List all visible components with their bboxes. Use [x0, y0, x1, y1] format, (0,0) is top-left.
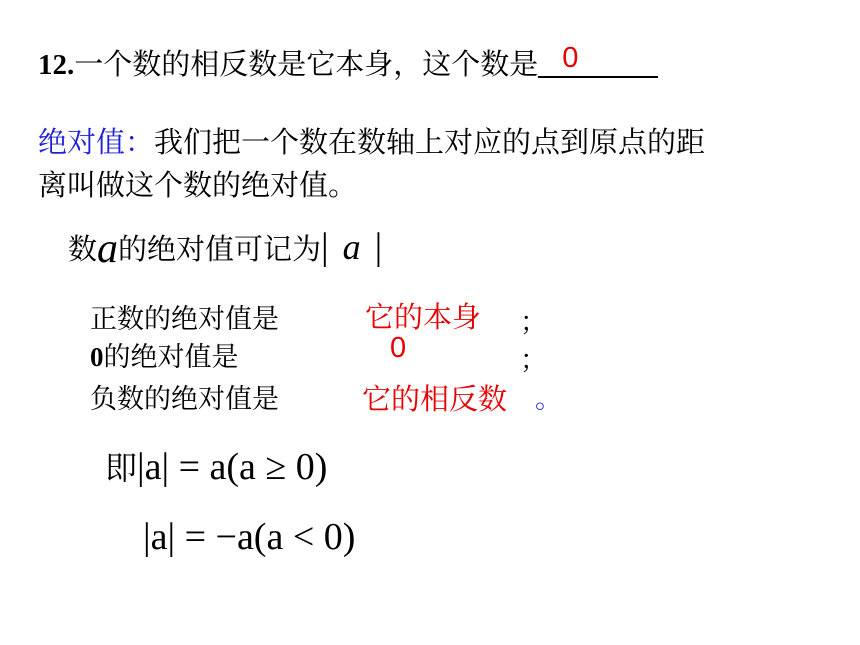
- definition-term: 绝对值：: [38, 125, 155, 159]
- notation-line: [68, 225, 382, 273]
- rule-zero: [90, 335, 239, 374]
- formula-2: |a| = −a(a < 0): [143, 516, 356, 558]
- formula-line-1: [105, 443, 327, 489]
- question-text: 一个数的相反数是它本身，这个数是: [74, 47, 539, 81]
- definition-text-1: 我们把一个数在数轴上对应的点到原点的距: [154, 125, 706, 159]
- question-number: 12.: [38, 49, 75, 81]
- abs-variable: a: [342, 227, 361, 267]
- abs-bar-right: |: [374, 226, 383, 268]
- formula-line-2: [143, 515, 355, 559]
- notation-suffix: 的绝对值可记为: [118, 232, 322, 266]
- answer-blank: [538, 42, 658, 78]
- rule-negative-fill: 它的相反数: [362, 384, 508, 416]
- rule-positive-punct: ；: [520, 307, 547, 338]
- rule-zero-punct: ；: [520, 345, 547, 376]
- rule-negative-label: 负数的绝对值是: [90, 384, 279, 415]
- definition-line-1: [38, 120, 705, 161]
- definition-line-2: [38, 163, 357, 204]
- rule-negative: [90, 377, 279, 416]
- notation-prefix: 数: [68, 232, 98, 266]
- rule-zero-fill: 0: [390, 332, 407, 364]
- answer-value: 0: [562, 42, 579, 74]
- rule-negative-punct: 。: [535, 384, 562, 415]
- question-12: [38, 42, 658, 83]
- rule-positive-fill: 它的本身: [365, 302, 482, 334]
- formula-lead: 即: [105, 449, 138, 487]
- definition-text-2: 离叫做这个数的绝对值。: [38, 168, 358, 202]
- rule-positive: [90, 297, 279, 336]
- rule-positive-label: 正数的绝对值是: [90, 304, 279, 335]
- rule-zero-label: 的绝对值是: [103, 342, 239, 373]
- rule-zero-number: 0: [90, 342, 104, 372]
- abs-bar-left: |: [321, 226, 329, 268]
- formula-1: |a| = a(a ≥ 0): [137, 446, 328, 488]
- notation-variable: a: [97, 226, 119, 272]
